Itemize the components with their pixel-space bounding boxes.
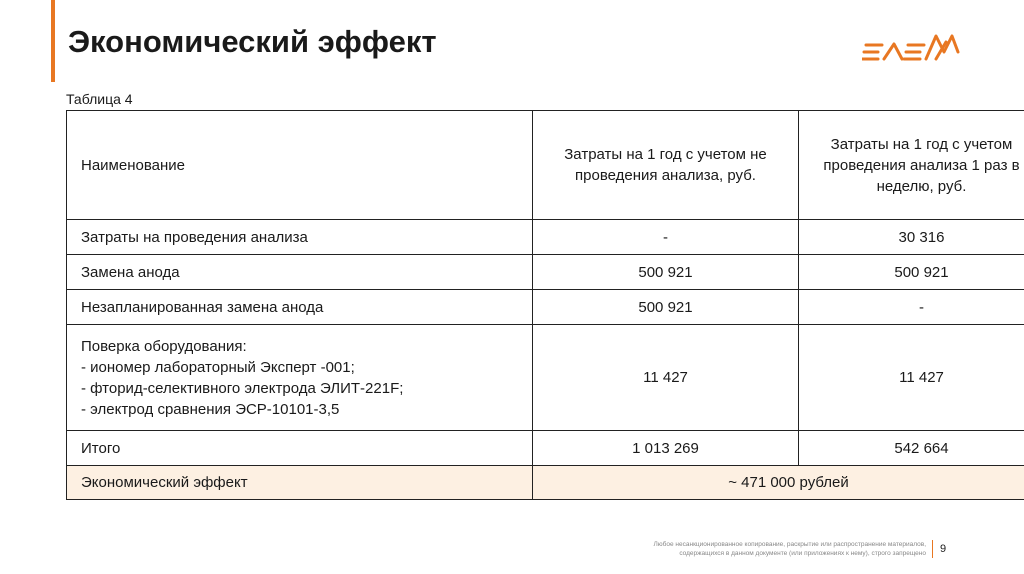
row-value-2: 542 664 [799, 431, 1024, 466]
table-row [67, 325, 1024, 431]
row-value-1: 500 921 [533, 255, 799, 290]
table-row [67, 220, 1024, 255]
row-name: Итого [67, 431, 533, 466]
row-value-2: 11 427 [799, 325, 1024, 431]
table-row-effect [67, 466, 1024, 500]
table-header-row [67, 111, 1024, 220]
accent-bar [51, 0, 55, 82]
row-name-line: - фторид-селективного электрода ЭЛИТ-221F; [81, 379, 404, 397]
elem-logo-icon [862, 30, 962, 70]
footer-disclaimer-line: Любое несанкционированное копирование, раскрытие или распространение материалов, [653, 541, 926, 548]
page-number: 9 [940, 543, 947, 555]
row-name-line: - иономер лабораторный Эксперт -001; [81, 358, 355, 376]
row-name-multiline [67, 325, 533, 431]
effect-label: Экономический эффект [67, 466, 533, 500]
row-name-line: Поверка оборудования: [81, 337, 247, 355]
row-value-2: 30 316 [799, 220, 1024, 255]
row-name: Затраты на проведения анализа [67, 220, 533, 255]
row-name-line: - электрод сравнения ЭСР-10101-3,5 [81, 400, 340, 418]
row-name: Незапланированная замена анода [67, 290, 533, 325]
row-value-1: - [533, 220, 799, 255]
row-value-2: - [799, 290, 1024, 325]
footer-disclaimer [600, 540, 926, 558]
header-name: Наименование [67, 111, 533, 220]
row-value-1: 500 921 [533, 290, 799, 325]
row-value-2: 500 921 [799, 255, 1024, 290]
row-value-1: 11 427 [533, 325, 799, 431]
table-row [67, 255, 1024, 290]
table-row-total [67, 431, 1024, 466]
cost-table [66, 110, 1024, 500]
row-name: Замена анода [67, 255, 533, 290]
row-value-1: 1 013 269 [533, 431, 799, 466]
table-caption: Таблица 4 [66, 91, 133, 107]
page-title: Экономический эффект [68, 24, 437, 59]
header-weekly-analysis: Затраты на 1 год с учетом проведения анализа 1 раз в неделю, руб. [799, 111, 1024, 220]
header-no-analysis: Затраты на 1 год с учетом не проведения анализа, руб. [533, 111, 799, 220]
table-row [67, 290, 1024, 325]
effect-value: ~ 471 000 рублей [533, 466, 1024, 500]
footer-disclaimer-line: содержащихся в данном документе (или приложениях к нему), строго запрещено [679, 550, 926, 557]
footer-divider [932, 540, 933, 558]
